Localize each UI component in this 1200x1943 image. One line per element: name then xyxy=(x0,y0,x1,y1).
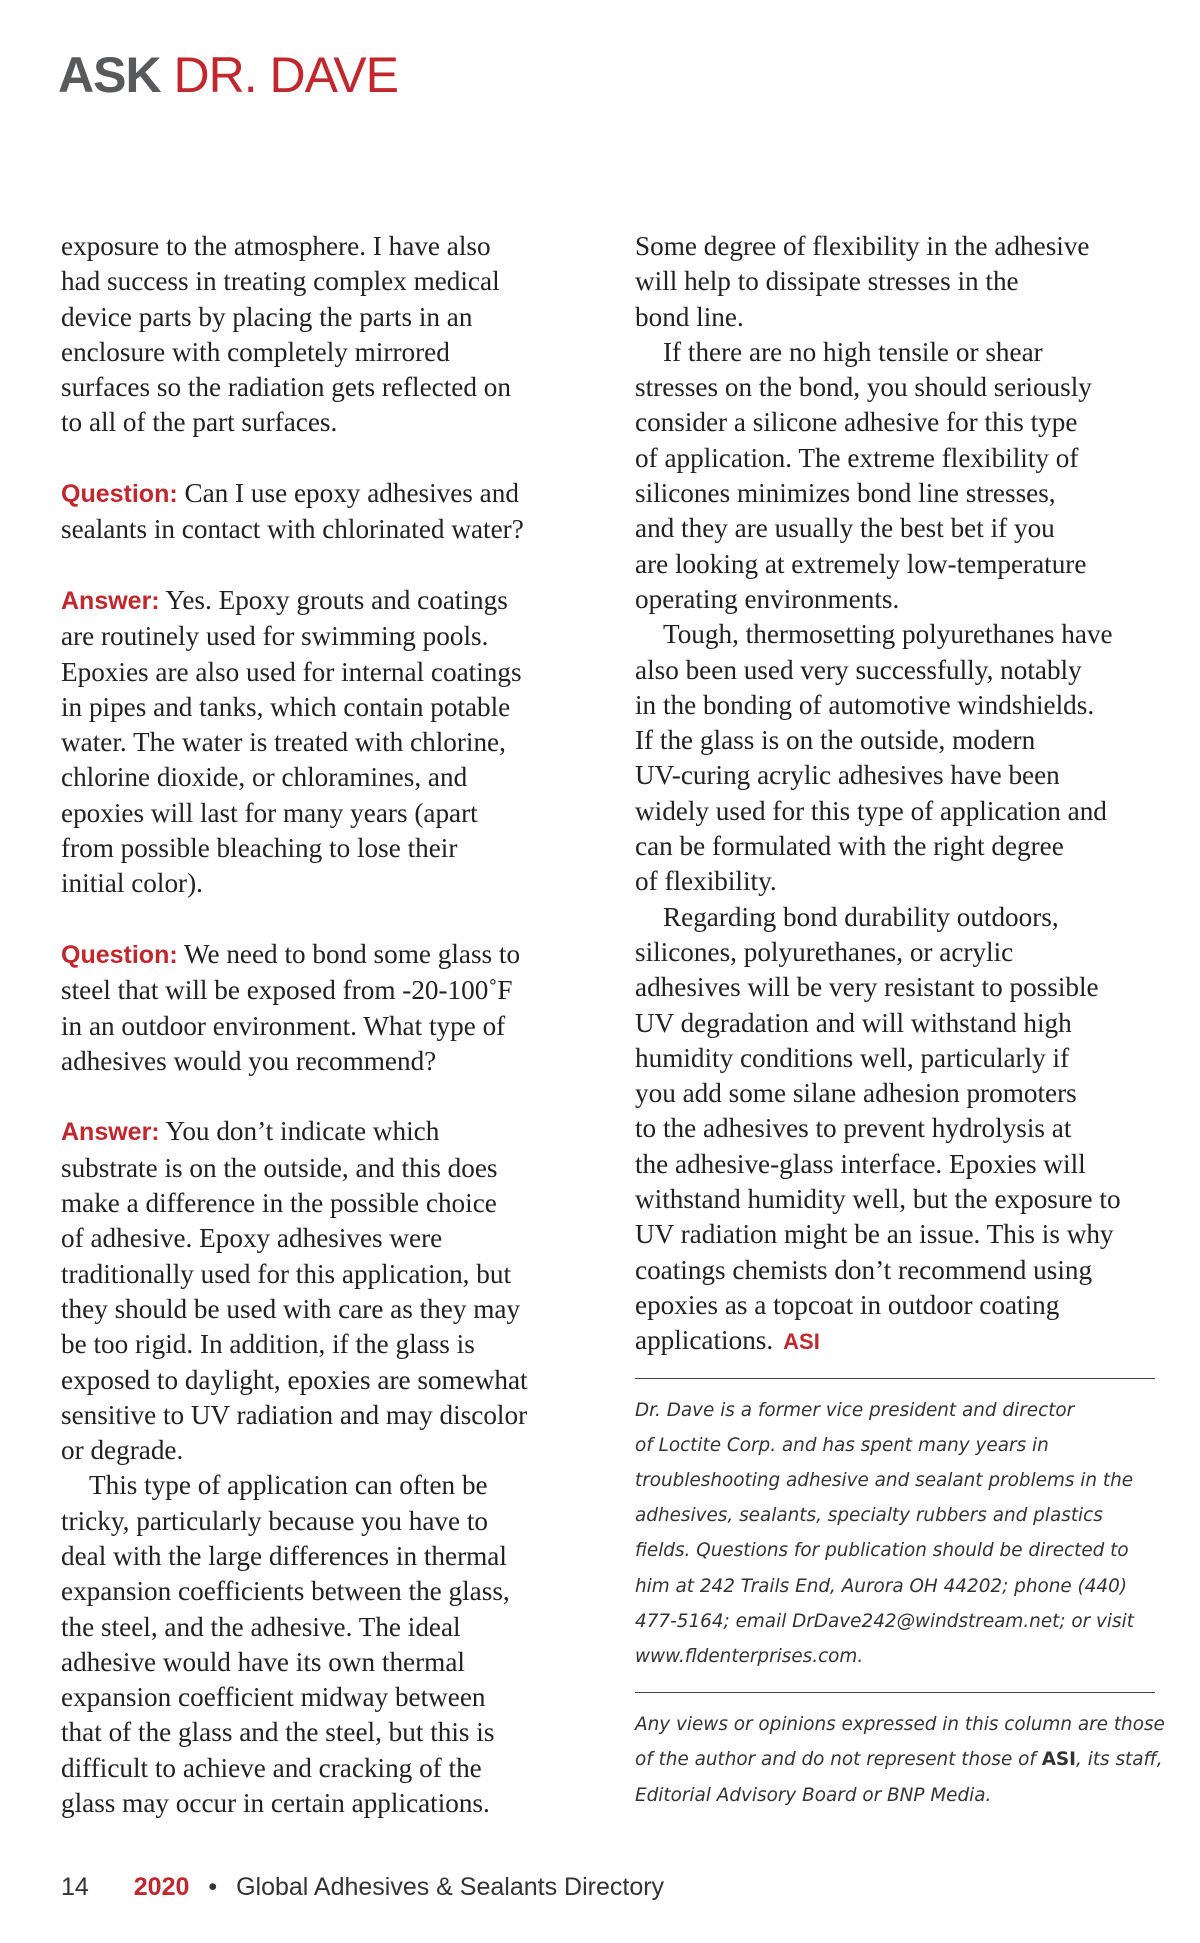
text-line xyxy=(61,1114,581,1150)
answer-text: You don’t indicate which xyxy=(159,1116,440,1147)
text-line: had success in treating complex medical xyxy=(61,266,500,297)
answer-1 xyxy=(61,583,581,902)
text-line: also been used very successfully, notably xyxy=(635,654,1082,685)
text-line: adhesive would have its own thermal xyxy=(61,1646,465,1677)
paragraph-thermal-expansion xyxy=(61,1468,581,1821)
text-line: you add some silane adhesion promoters xyxy=(635,1078,1077,1109)
disclaimer-line xyxy=(635,1742,1163,1777)
asi-end-mark: ASI xyxy=(783,1329,820,1355)
text-line: they should be used with care as they may xyxy=(61,1293,521,1324)
bio-line: him at 242 Trails End, Aurora OH 44202; phone (440) xyxy=(635,1575,1127,1597)
text-line: Tough, thermosetting polyurethanes have xyxy=(663,619,1113,650)
publication-title: Global Adhesives & Sealants Directory xyxy=(236,1873,665,1901)
text-line: enclosure with completely mirrored xyxy=(61,336,450,367)
text-line: device parts by placing the parts in an xyxy=(61,301,473,332)
text-line: of application. The extreme flexibility of xyxy=(635,442,1079,473)
text-line: This type of application can often be xyxy=(89,1470,488,1501)
text-line: coatings chemists don’t recommend using xyxy=(635,1254,1093,1285)
text-line: are routinely used for swimming pools. xyxy=(61,621,489,652)
text-line: the adhesive-glass interface. Epoxies will xyxy=(635,1148,1086,1179)
text-line: humidity conditions well, particularly if xyxy=(635,1042,1070,1073)
disclaimer-line: Any views or opinions expressed in this column are those xyxy=(635,1714,1165,1736)
text-line: tricky, particularly because you have to xyxy=(61,1505,489,1536)
text-line: Epoxies are also used for internal coatings xyxy=(61,656,522,687)
bio-line: of Loctite Corp. and has spent many years in xyxy=(635,1434,1049,1456)
text-line: UV degradation and will withstand high xyxy=(635,1007,1072,1038)
text-line: Regarding bond durability outdoors, xyxy=(663,901,1059,932)
text-line: Some degree of flexibility in the adhesive xyxy=(635,231,1090,261)
text-line: in an outdoor environment. What type of xyxy=(61,1010,506,1041)
author-bio xyxy=(635,1393,1155,1675)
text-line: and they are usually the best bet if you xyxy=(635,513,1055,544)
text-line: glass may occur in certain applications. xyxy=(61,1788,490,1819)
text-line: UV radiation might be an issue. This is why xyxy=(635,1219,1114,1250)
bio-line: Dr. Dave is a former vice president and director xyxy=(635,1399,1075,1421)
text-line: surfaces so the radiation gets reflected on xyxy=(61,372,511,403)
page-number: 14 xyxy=(61,1873,89,1901)
text-line: operating environments. xyxy=(635,583,900,614)
paragraph-flexibility xyxy=(635,229,1155,335)
right-column xyxy=(635,229,1165,1813)
text-line: If there are no high tensile or shear xyxy=(663,336,1043,367)
question-2 xyxy=(61,937,581,1079)
answer-text: Yes. Epoxy grouts and coatings xyxy=(159,584,508,615)
text-line: the steel, and the adhesive. The ideal xyxy=(61,1611,461,1642)
paragraph-durability xyxy=(635,900,1155,1360)
text-line: exposed to daylight, epoxies are somewhat xyxy=(61,1364,528,1395)
paragraph-polyurethanes xyxy=(635,617,1155,899)
bio-line: 477-5164; email DrDave242@windstream.net; or visit xyxy=(635,1610,1134,1632)
text-line xyxy=(61,583,581,619)
text-line: of adhesive. Epoxy adhesives were xyxy=(61,1223,443,1254)
text-line: stresses on the bond, you should seriously xyxy=(635,372,1092,403)
text-line: adhesives will be very resistant to possible xyxy=(635,972,1099,1003)
text-line: to the adhesives to prevent hydrolysis at xyxy=(635,1113,1072,1144)
answer-label: Answer: xyxy=(61,1118,160,1147)
question-label: Question: xyxy=(61,480,178,509)
text-line: UV-curing acrylic adhesives have been xyxy=(635,760,1060,791)
text-line xyxy=(61,476,581,512)
disclaimer-text: , its staff, xyxy=(1076,1749,1163,1771)
question-text: Can I use epoxy adhesives and xyxy=(177,478,519,509)
bio-line: troubleshooting adhesive and sealant problems in the xyxy=(635,1469,1134,1491)
text-line: initial color). xyxy=(61,868,203,899)
answer-label: Answer: xyxy=(61,586,160,615)
text-line: that of the glass and the steel, but this is xyxy=(61,1717,495,1748)
text-line: sensitive to UV radiation and may discolor xyxy=(61,1399,528,1430)
text-line: withstand humidity well, but the exposure to xyxy=(635,1184,1121,1215)
text-line: expansion coefficient midway between xyxy=(61,1682,486,1713)
text-line: adhesives would you recommend? xyxy=(61,1045,437,1076)
divider xyxy=(635,1378,1155,1379)
intro-paragraph xyxy=(61,229,581,441)
text-line: sealants in contact with chlorinated water? xyxy=(61,514,524,545)
bio-line: adhesives, sealants, specialty rubbers and plastics xyxy=(635,1505,1103,1527)
text-line: make a difference in the possible choice xyxy=(61,1188,497,1219)
left-column xyxy=(61,229,581,1821)
text-line xyxy=(635,1323,1155,1359)
text-line: silicones, polyurethanes, or acrylic xyxy=(635,936,1014,967)
bio-line: www.fldenterprises.com. xyxy=(635,1645,864,1667)
text-line: will help to dissipate stresses in the xyxy=(635,266,1019,297)
answer-2 xyxy=(61,1114,581,1468)
text-line: can be formulated with the right degree xyxy=(635,831,1064,862)
text-line: deal with the large differences in thermal xyxy=(61,1540,507,1571)
text-line: traditionally used for this application, but xyxy=(61,1258,512,1289)
text-line: to all of the part surfaces. xyxy=(61,407,338,438)
text-line: If the glass is on the outside, modern xyxy=(635,725,1036,756)
text-line: chlorine dioxide, or chloramines, and xyxy=(61,762,468,793)
text-line: widely used for this type of application and xyxy=(635,795,1107,826)
text-line: water. The water is treated with chlorine, xyxy=(61,727,506,758)
header-ask: ASK xyxy=(58,47,161,103)
text-line xyxy=(61,937,581,973)
text-line: consider a silicone adhesive for this type xyxy=(635,407,1078,438)
text-line: exposure to the atmosphere. I have also xyxy=(61,231,491,261)
text-line: in pipes and tanks, which contain potable xyxy=(61,691,511,722)
paragraph-silicone xyxy=(635,335,1155,617)
text-line: expansion coefficients between the glass, xyxy=(61,1576,510,1607)
question-text: We need to bond some glass to xyxy=(177,938,521,969)
text-line: bond line. xyxy=(635,301,744,332)
text-line: in the bonding of automotive windshields. xyxy=(635,689,1095,720)
text-line: be too rigid. In addition, if the glass is xyxy=(61,1329,475,1360)
text-line: difficult to achieve and cracking of the xyxy=(61,1752,482,1783)
text-line: epoxies as a topcoat in outdoor coating xyxy=(635,1289,1060,1320)
text-line: steel that will be exposed from -20-100˚F xyxy=(61,975,513,1006)
page-footer xyxy=(61,1873,664,1902)
disclaimer-asi: ASI xyxy=(1041,1749,1077,1771)
disclaimer-line: Editorial Advisory Board or BNP Media. xyxy=(635,1784,992,1806)
text-line: substrate is on the outside, and this does xyxy=(61,1152,498,1183)
text-line: from possible bleaching to lose their xyxy=(61,833,458,864)
footer-year: 2020 xyxy=(133,1873,190,1901)
text-line: of flexibility. xyxy=(635,866,777,897)
disclaimer xyxy=(635,1707,1165,1813)
text-line: epoxies will last for many years (apart xyxy=(61,797,478,828)
text-line: silicones minimizes bond line stresses, xyxy=(635,478,1056,509)
divider xyxy=(635,1692,1155,1693)
column-header xyxy=(58,47,398,103)
question-1 xyxy=(61,476,581,548)
bio-line: fields. Questions for publication should be directed to xyxy=(635,1540,1129,1562)
header-dr-dave: DR. DAVE xyxy=(173,47,398,103)
final-line-text: applications. xyxy=(635,1325,774,1356)
footer-bullet: • xyxy=(208,1873,218,1901)
question-label: Question: xyxy=(61,940,178,969)
text-line: or degrade. xyxy=(61,1435,184,1466)
disclaimer-text: of the author and do not represent those of xyxy=(635,1749,1042,1771)
text-line: are looking at extremely low-temperature xyxy=(635,548,1087,579)
